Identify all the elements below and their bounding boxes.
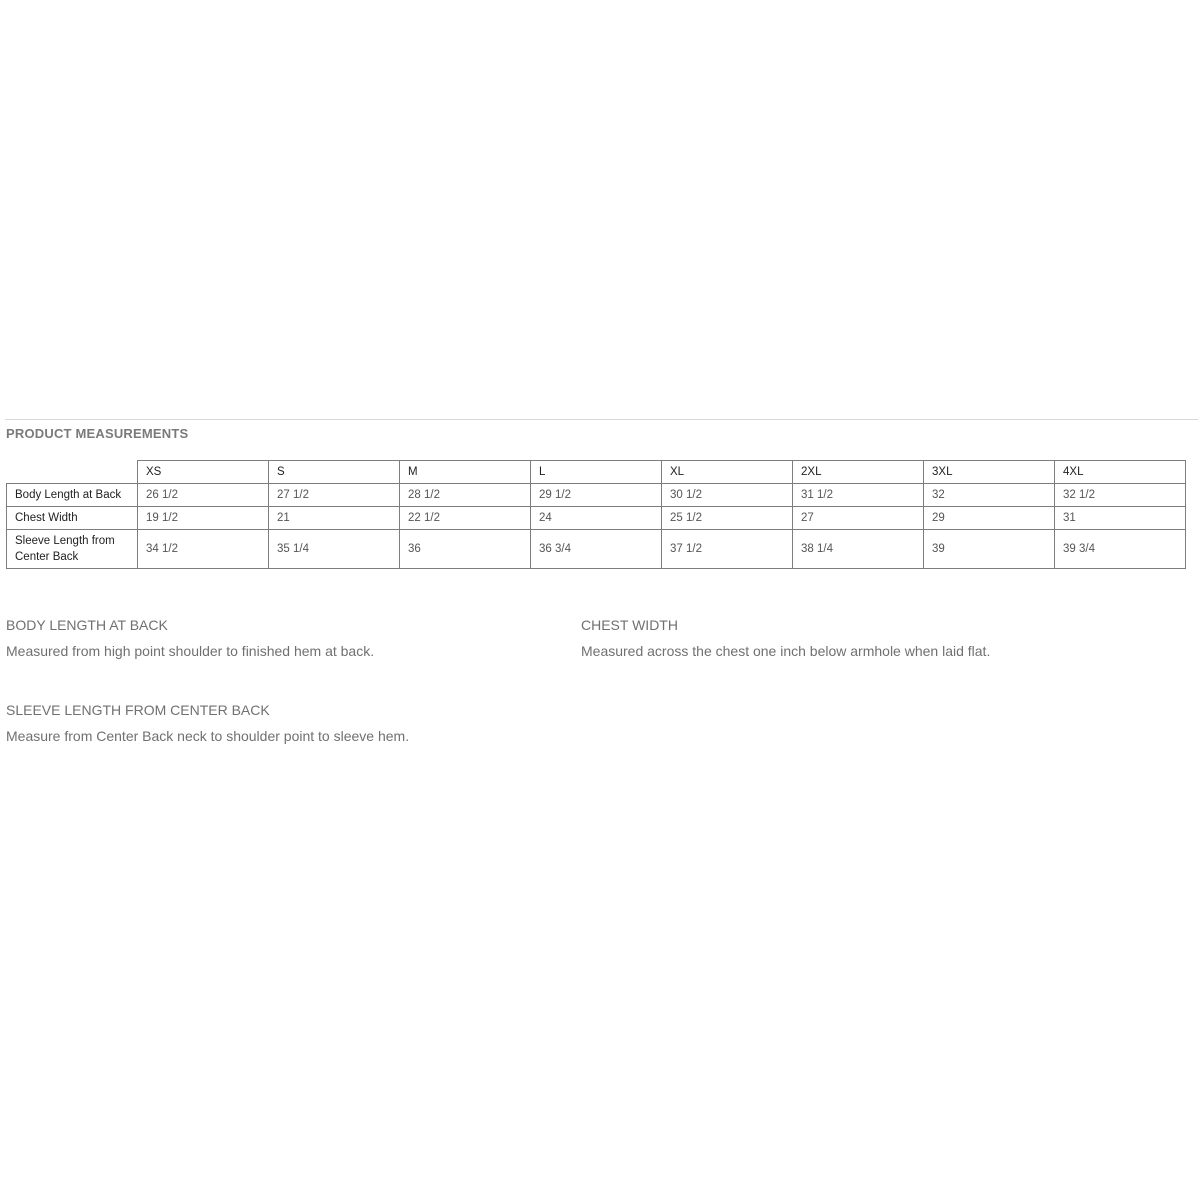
table-corner-cell: [7, 461, 138, 484]
sleeve-length-title: SLEEVE LENGTH FROM CENTER BACK: [6, 702, 270, 718]
table-cell: 29: [924, 507, 1055, 530]
size-header-2xl: 2XL: [793, 461, 924, 484]
table-cell: 27 1/2: [269, 484, 400, 507]
table-cell: 39: [924, 530, 1055, 569]
table-row-chest-width: [7, 507, 1186, 530]
table-cell: 38 1/4: [793, 530, 924, 569]
size-header-4xl: 4XL: [1055, 461, 1186, 484]
table-cell: 36 3/4: [531, 530, 662, 569]
table-cell: 35 1/4: [269, 530, 400, 569]
table-cell: 29 1/2: [531, 484, 662, 507]
table-cell: 36: [400, 530, 531, 569]
table-cell: 28 1/2: [400, 484, 531, 507]
table-cell: 37 1/2: [662, 530, 793, 569]
size-header-l: L: [531, 461, 662, 484]
table-cell: 22 1/2: [400, 507, 531, 530]
row-label: Chest Width: [7, 507, 138, 530]
table-row-sleeve-length: [7, 530, 1186, 569]
row-label: Body Length at Back: [7, 484, 138, 507]
section-divider: [5, 419, 1198, 420]
table-cell: 32: [924, 484, 1055, 507]
table-cell: 27: [793, 507, 924, 530]
table-cell: 34 1/2: [138, 530, 269, 569]
body-length-title: BODY LENGTH AT BACK: [6, 617, 168, 633]
table-row-body-length: [7, 484, 1186, 507]
section-title: PRODUCT MEASUREMENTS: [6, 426, 189, 441]
table-cell: 32 1/2: [1055, 484, 1186, 507]
table-cell: 39 3/4: [1055, 530, 1186, 569]
size-header-xs: XS: [138, 461, 269, 484]
measurements-table: [6, 460, 1186, 569]
table-cell: 31 1/2: [793, 484, 924, 507]
table-cell: 26 1/2: [138, 484, 269, 507]
body-length-description: Measured from high point shoulder to finished hem at back.: [6, 643, 375, 659]
table-header-row: [7, 461, 1186, 484]
table-cell: 30 1/2: [662, 484, 793, 507]
sleeve-length-description: Measure from Center Back neck to shoulder point to sleeve hem.: [6, 728, 410, 744]
size-header-xl: XL: [662, 461, 793, 484]
table-cell: 31: [1055, 507, 1186, 530]
table-cell: 19 1/2: [138, 507, 269, 530]
size-header-3xl: 3XL: [924, 461, 1055, 484]
chest-width-title: CHEST WIDTH: [581, 617, 678, 633]
table-cell: 25 1/2: [662, 507, 793, 530]
table-cell: 21: [269, 507, 400, 530]
size-header-s: S: [269, 461, 400, 484]
size-header-m: M: [400, 461, 531, 484]
chest-width-description: Measured across the chest one inch below armhole when laid flat.: [581, 643, 991, 659]
table-cell: 24: [531, 507, 662, 530]
row-label: Sleeve Length from Center Back: [7, 530, 138, 569]
